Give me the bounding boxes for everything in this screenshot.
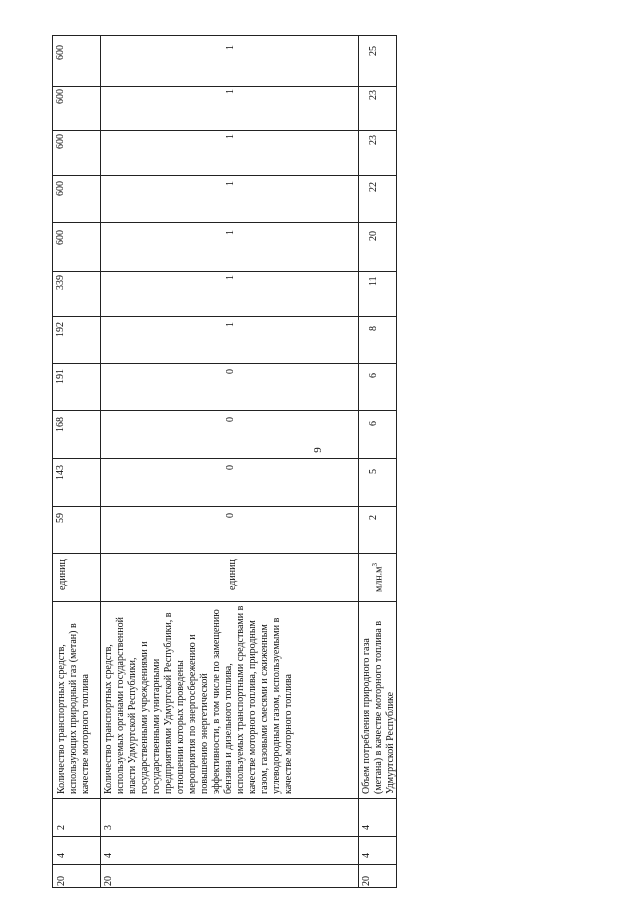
value-cell: 1 — [225, 89, 236, 94]
column-divider — [53, 410, 396, 411]
value-cell: 8 — [368, 326, 379, 331]
column-divider — [53, 836, 396, 837]
index-cell: 4 — [103, 853, 114, 858]
indicators-table — [52, 35, 397, 888]
value-cell: 600 — [55, 134, 66, 149]
column-divider — [53, 553, 396, 554]
index-cell: 2 — [56, 825, 67, 830]
value-cell: 0 — [225, 417, 236, 422]
value-cell: 5 — [368, 469, 379, 474]
value-cell: 1 — [225, 322, 236, 327]
value-cell: 23 — [368, 90, 379, 100]
index-cell: 20 — [361, 876, 372, 886]
value-cell: 191 — [55, 369, 66, 384]
page-number: 9 — [311, 447, 324, 453]
column-divider — [53, 271, 396, 272]
column-divider — [53, 86, 396, 87]
column-divider — [53, 458, 396, 459]
value-cell: 1 — [225, 45, 236, 50]
unit-text: млн.м — [373, 566, 385, 592]
value-cell: 23 — [368, 135, 379, 145]
value-cell: 20 — [368, 231, 379, 241]
value-cell: 22 — [368, 182, 379, 192]
indicator-name: Количество транспортных средств, используемых органами государственной власти Удмуртской Республики, государственными учреждениями и государственными унитарными предприятиями Удмуртской Республики, в отношении которых проведены мероприятия по энергосбережению и повышению энергетической эффективности, в том числе по замещению бензина и дизельного топлива, используемых транспортными средствами в качестве моторного топлива, природным газом, газовыми смесями и сжиженным углеводородным газом, используемыми в качестве моторного топлива — [103, 605, 294, 794]
value-cell: 168 — [55, 417, 66, 432]
value-cell: 1 — [225, 230, 236, 235]
unit-superscript: 3 — [371, 563, 379, 567]
value-cell: 2 — [368, 515, 379, 520]
value-cell: 1 — [225, 181, 236, 186]
row-divider — [358, 36, 359, 887]
row-divider — [100, 36, 101, 887]
column-divider — [53, 506, 396, 507]
column-divider — [53, 864, 396, 865]
column-divider — [53, 798, 396, 799]
value-cell: 143 — [55, 465, 66, 480]
index-cell: 4 — [361, 825, 372, 830]
value-cell: 1 — [225, 275, 236, 280]
index-cell: 20 — [103, 876, 114, 886]
value-cell: 0 — [225, 369, 236, 374]
value-cell: 600 — [55, 89, 66, 104]
column-divider — [53, 175, 396, 176]
value-cell: 59 — [55, 513, 66, 523]
value-cell: 25 — [368, 46, 379, 56]
value-cell: 600 — [55, 181, 66, 196]
value-cell: 6 — [368, 373, 379, 378]
index-cell: 20 — [56, 876, 67, 886]
value-cell: 6 — [368, 421, 379, 426]
index-cell: 4 — [56, 853, 67, 858]
indicator-name: Количество транспортных средств, использующих природный газ (метан) в качестве моторного топлива — [56, 623, 91, 794]
value-cell: 1 — [225, 134, 236, 139]
value-cell: 192 — [55, 322, 66, 337]
unit-cell: единиц — [57, 559, 68, 590]
unit-cell — [371, 563, 385, 592]
column-divider — [53, 601, 396, 602]
index-cell: 4 — [361, 853, 372, 858]
value-cell: 600 — [55, 230, 66, 245]
index-cell: 3 — [103, 825, 114, 830]
value-cell: 600 — [55, 45, 66, 60]
unit-cell: единиц — [227, 559, 238, 590]
value-cell: 339 — [55, 275, 66, 290]
column-divider — [53, 316, 396, 317]
column-divider — [53, 363, 396, 364]
value-cell: 0 — [225, 513, 236, 518]
value-cell: 11 — [368, 276, 379, 286]
indicator-name: Объем потребления природного газа (метана) в качестве моторного топлива в Удмуртской Республике — [361, 620, 396, 794]
column-divider — [53, 222, 396, 223]
column-divider — [53, 130, 396, 131]
value-cell: 0 — [225, 465, 236, 470]
